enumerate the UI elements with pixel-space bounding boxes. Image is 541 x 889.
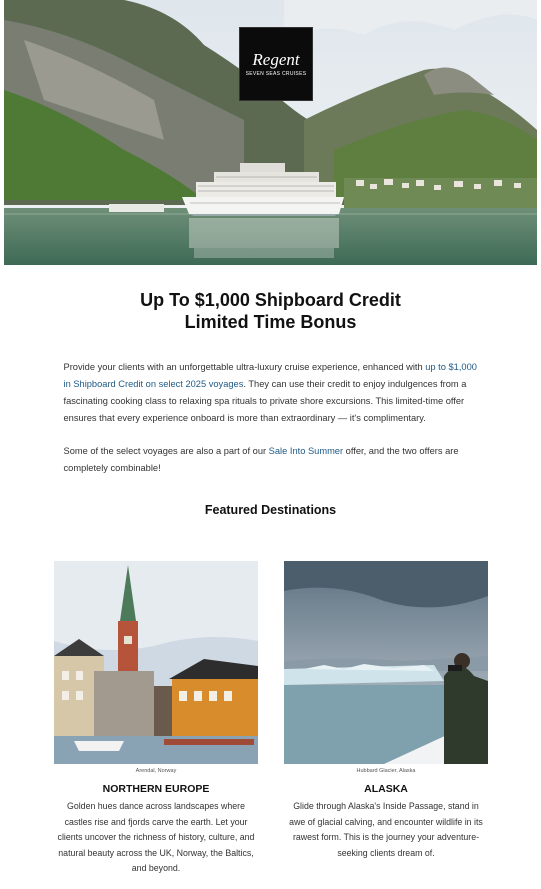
headline-line2: Limited Time Bonus [184, 312, 357, 332]
destination-card-northern-europe[interactable] [54, 561, 258, 877]
combinable-text-a: Some of the select voyages are also a part of our [63, 446, 269, 456]
arendal-photo[interactable] [54, 561, 258, 764]
shipboard-credit-link[interactable]: up to $1,000 in Shipboard Credit on select 2025 voyages [63, 362, 477, 389]
logo-tagline: SEVEN SEAS CRUISES [245, 71, 307, 77]
featured-destinations-heading: Featured Destinations [204, 503, 337, 517]
intro-text-a: Provide your clients with an unforgettable ultra-luxury cruise experience, enhanced with [63, 362, 426, 372]
destination-description: Golden hues dance across landscapes where castles rise and fjords carve the earth. Let your clients uncover the richness of history, culture, and natural beauty across the UK, Norway, the Baltics, and beyond. [57, 801, 255, 873]
destination-card-alaska[interactable] [284, 561, 488, 861]
regent-logo[interactable] [239, 27, 313, 101]
logo-wordmark: Regent [252, 50, 300, 69]
photo-caption: Hubbard Glacier, Alaska [356, 768, 416, 774]
photo-caption: Arendal, Norway [135, 768, 177, 774]
hero-image[interactable] [4, 0, 537, 265]
destination-title[interactable]: ALASKA [364, 783, 408, 795]
destination-description: Glide through Alaska's Inside Passage, stand in awe of glacial calving, and encounter wildlife in its rawest form. This is the journey your adventure-seeking clients dream of. [289, 801, 483, 858]
destination-cards [0, 517, 541, 873]
combinable-paragraph [64, 443, 478, 477]
intro-paragraph [64, 359, 478, 427]
page-title [0, 289, 541, 333]
body-copy [64, 359, 478, 477]
headline-line1: Up To $1,000 Shipboard Credit [140, 290, 401, 310]
destination-title[interactable]: NORTHERN EUROPE [102, 783, 210, 795]
intro-text-b: . They can use their credit to enjoy indulgences from a fascinating cooking class to relaxing spa rituals to private shore excursions. This limited-time offer ensures that every experience onboard is more than extraordinary — it's complimentary. [63, 379, 467, 423]
sale-into-summer-link[interactable]: Sale Into Summer [268, 446, 344, 456]
combinable-text-b: offer, and the two offers are completely combinable! [63, 446, 459, 473]
hubbard-glacier-photo[interactable] [284, 561, 488, 764]
